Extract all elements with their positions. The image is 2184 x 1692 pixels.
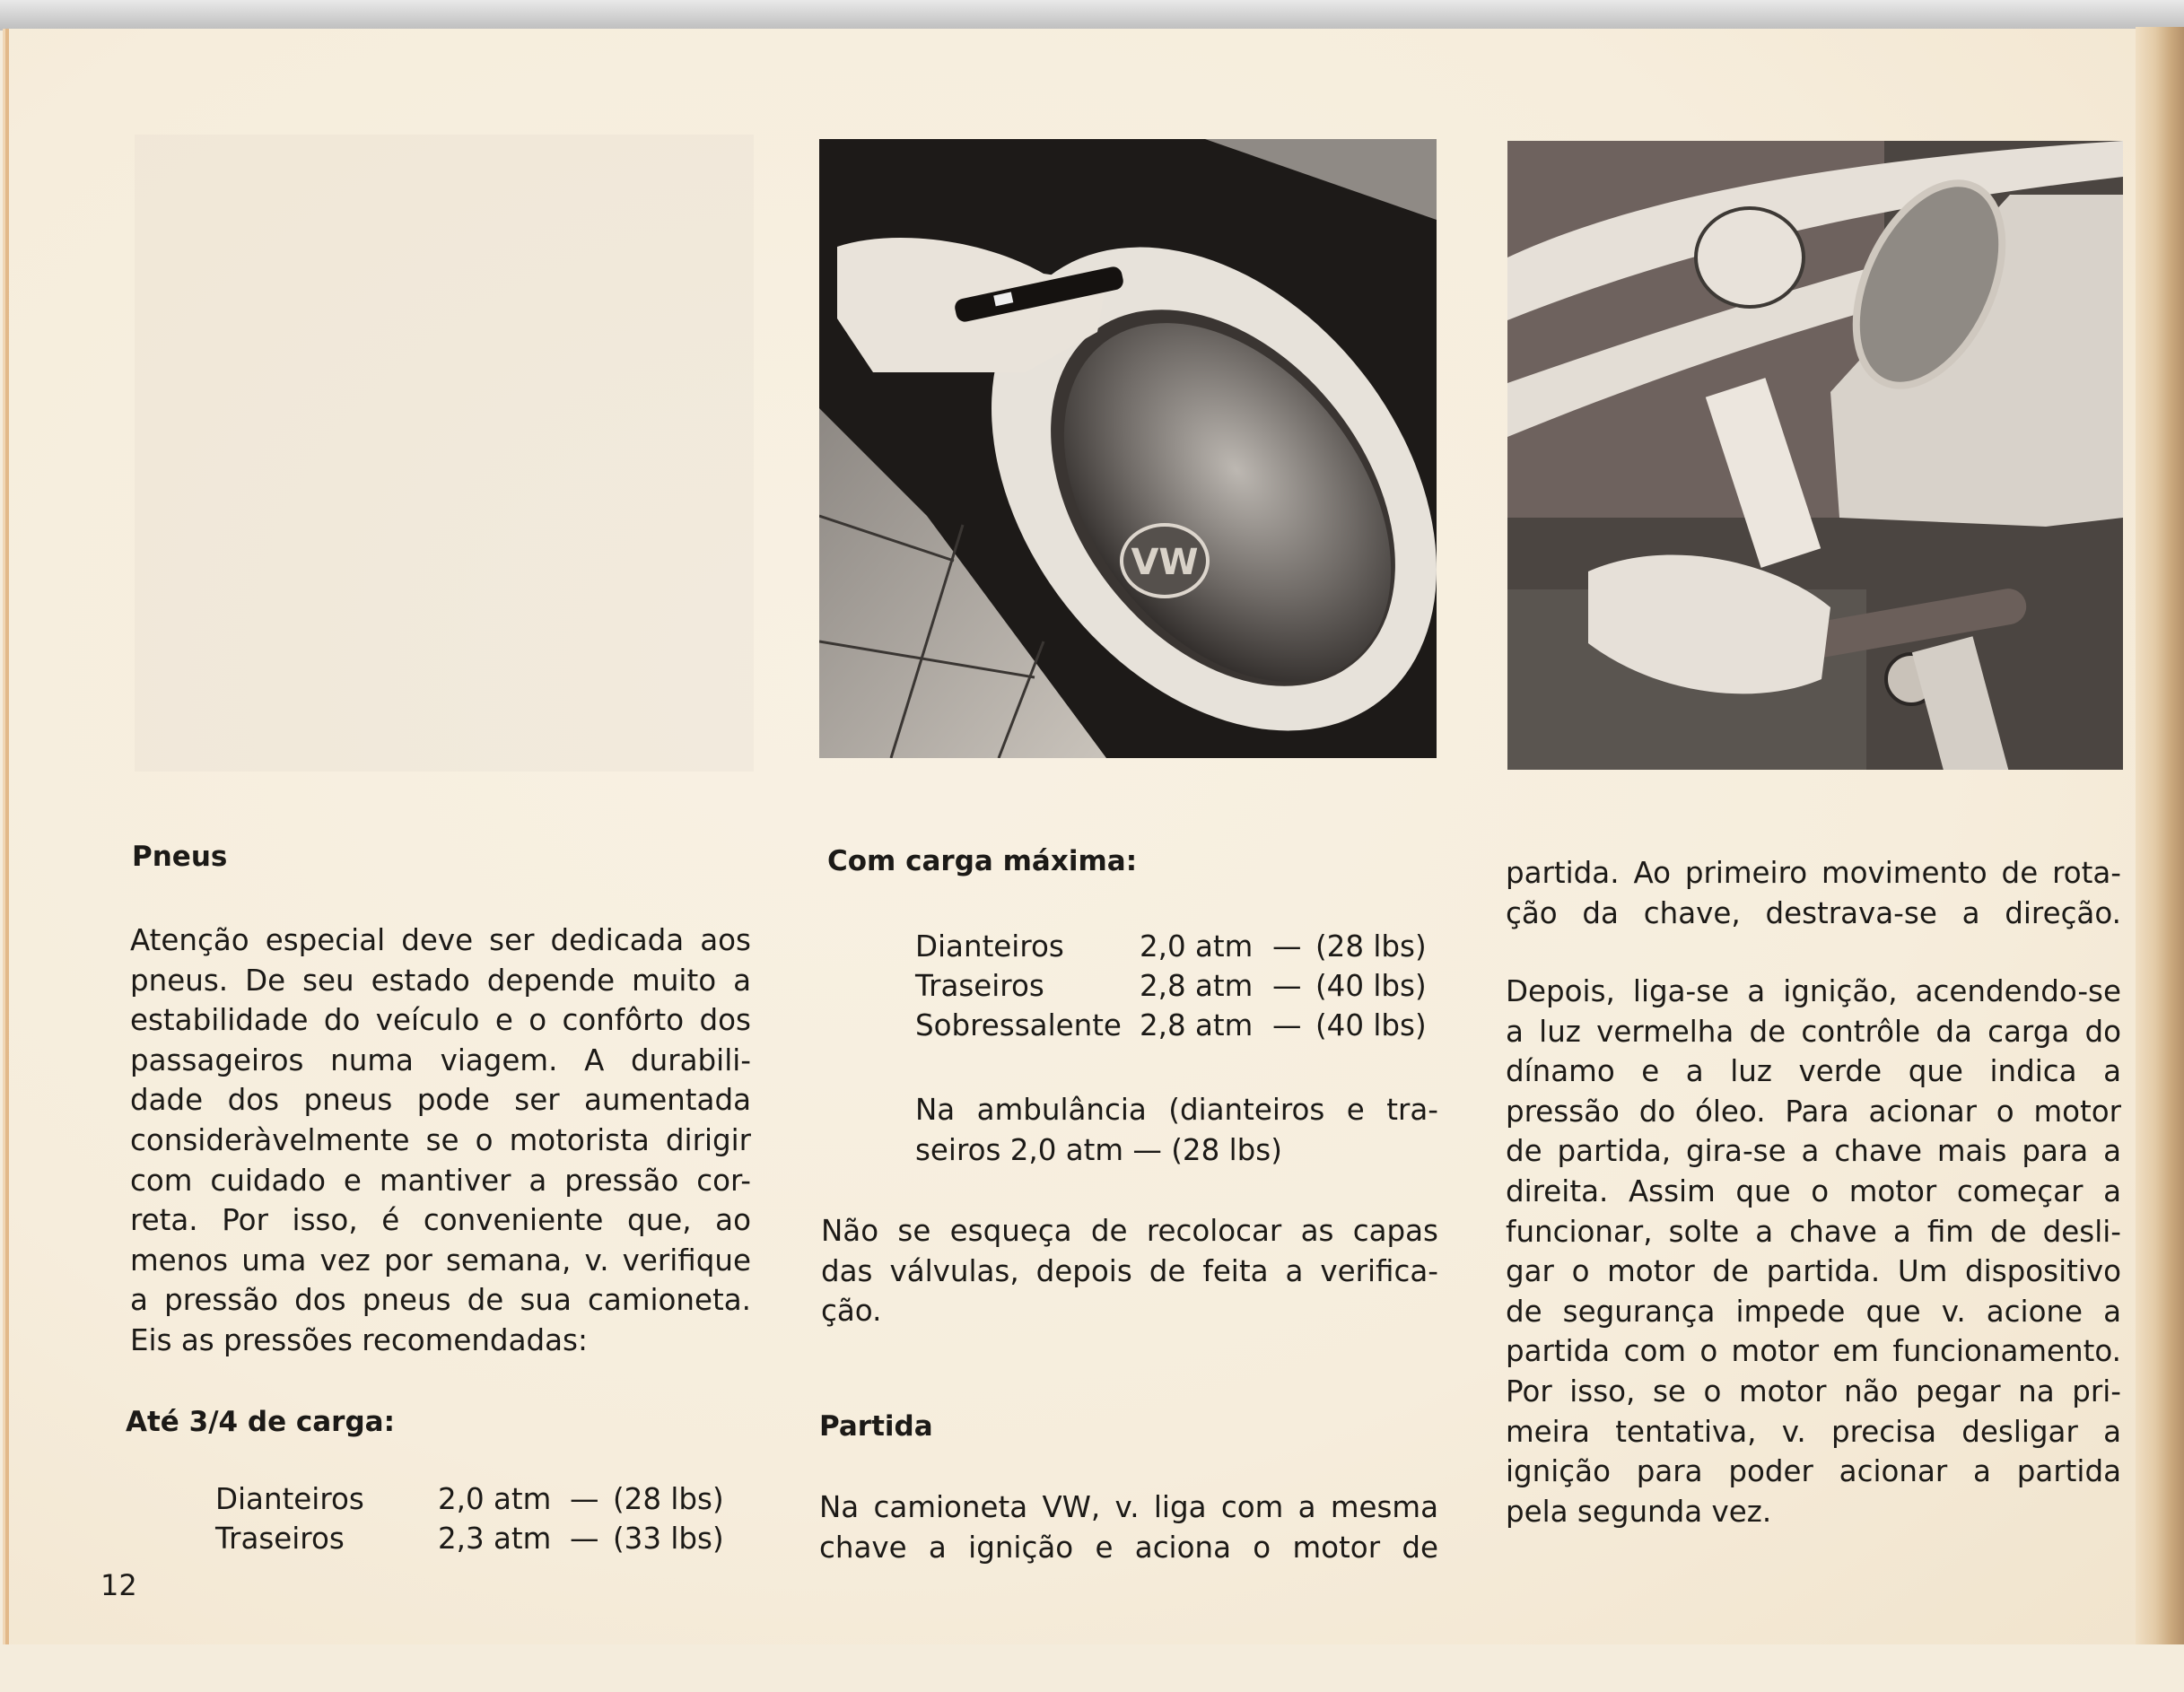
pressure-row-front: [915, 929, 1454, 969]
heading-full-load: Com carga máxima:: [827, 845, 1138, 877]
pressure-row-rear: [215, 1522, 724, 1561]
ignition-key-illustration: [1507, 141, 2123, 770]
paragraph-line: estabilidade do veículo e o confôrto dos: [130, 1003, 751, 1038]
paragraph-line: direita. Assim que o motor começar a: [1506, 1173, 2121, 1208]
tire-label: Sobressalente: [915, 1008, 1122, 1042]
paragraph-line: dade dos pneus pode ser aumentada: [130, 1083, 751, 1118]
paragraph-line: ção da chave, destrava-se a direção.: [1506, 895, 2121, 930]
dash: —: [570, 1482, 599, 1516]
paragraph-line: pela segunda vez.: [1506, 1494, 1772, 1529]
paragraph-line: dínamo e a luz verde que indica a: [1506, 1054, 2121, 1089]
paragraph-line: Por isso, se o motor não pegar na pri-: [1506, 1374, 2121, 1409]
paragraph-line: ção.: [821, 1294, 882, 1329]
pressure-row-front: [215, 1482, 724, 1522]
page-number: 12: [100, 1568, 137, 1602]
pressure-atm: 2,0 atm: [1140, 929, 1254, 964]
pressure-atm: 2,8 atm: [1140, 1008, 1254, 1042]
subheading-three-quarter-load: Até 3/4 de carga:: [126, 1406, 395, 1438]
tire-label: Traseiros: [215, 1522, 345, 1556]
tire-label: Dianteiros: [215, 1482, 364, 1516]
pressure-lbs: (33 lbs): [613, 1522, 724, 1556]
paragraph-line: partida com o motor em funcionamento.: [1506, 1334, 2121, 1369]
section-heading-partida: Partida: [819, 1410, 933, 1443]
pressure-row-spare: [915, 1008, 1454, 1048]
paragraph-line: pressão do óleo. Para acionar o motor: [1506, 1094, 2121, 1129]
pressure-atm: 2,8 atm: [1140, 969, 1254, 1003]
paragraph-line: de segurança impede que v. acione a: [1506, 1294, 2121, 1329]
tires-paragraph: [130, 920, 751, 1361]
paragraph-line: Não se esqueça de recolocar as capas: [821, 1214, 1438, 1248]
paragraph-line: Eis as pressões recomendadas:: [130, 1322, 588, 1357]
scanner-top-band: [0, 0, 2184, 31]
pressure-lbs: (28 lbs): [613, 1482, 724, 1516]
svg-text:VW: VW: [1131, 542, 1199, 583]
pressure-atm: 2,0 atm: [438, 1482, 552, 1516]
paragraph-line: ignição para poder acionar a partida: [1506, 1454, 2121, 1489]
paragraph-line: Depois, liga-se a ignição, acendendo-se: [1506, 974, 2121, 1008]
paragraph-line: Na camioneta VW, v. liga com a mesma: [819, 1490, 1438, 1524]
paragraph-line: consideràvelmente se o motorista dirigir: [130, 1122, 751, 1157]
paragraph-line: Atenção especial deve ser dedicada aos: [130, 923, 751, 957]
paragraph-line: seiros 2,0 atm — (28 lbs): [915, 1132, 1282, 1167]
tire-gauge-illustration: [819, 139, 1437, 758]
pressure-lbs: (40 lbs): [1315, 969, 1427, 1003]
paragraph-line: partida. Ao primeiro movimento de rota-: [1506, 856, 2121, 890]
dash: —: [1272, 929, 1302, 964]
dash: —: [570, 1522, 599, 1556]
valve-cap-note: [821, 1211, 1438, 1331]
section-heading-pneus: Pneus: [132, 841, 228, 873]
photo-ignition-key: [1507, 141, 2123, 770]
pressure-atm: 2,3 atm: [438, 1522, 552, 1556]
dash: —: [1272, 1008, 1302, 1042]
paragraph-line: a pressão dos pneus de sua camioneta.: [130, 1283, 751, 1318]
show-through-area: [135, 135, 754, 772]
pressure-lbs: (28 lbs): [1315, 929, 1427, 964]
paragraph-line: pneus. De seu estado depende muito a: [130, 963, 751, 998]
tire-label: Traseiros: [915, 969, 1044, 1003]
pressure-row-rear: [915, 969, 1454, 1008]
paragraph-line: passageiros numa viagem. A durabili-: [130, 1042, 751, 1077]
ignition-paragraph: [1506, 972, 2121, 1531]
paragraph-line: gar o motor de partida. Um dispositivo: [1506, 1254, 2121, 1289]
paragraph-line: chave a ignição e aciona o motor de: [819, 1530, 1438, 1565]
paragraph-line: reta. Por isso, é conveniente que, ao: [130, 1203, 751, 1238]
paragraph-line: com cuidado e mantiver a pressão cor-: [130, 1163, 751, 1198]
tire-label: Dianteiros: [915, 929, 1064, 964]
ambulance-note: [915, 1090, 1438, 1170]
paragraph-line: Na ambulância (dianteiros e tra-: [915, 1093, 1438, 1127]
photo-tire-pressure-check: [819, 139, 1437, 758]
paragraph-line: meira tentativa, v. precisa desligar a: [1506, 1414, 2121, 1449]
pressure-lbs: (40 lbs): [1315, 1008, 1427, 1042]
paragraph-line: das válvulas, depois de feita a verifica-: [821, 1253, 1438, 1288]
starting-paragraph: [819, 1487, 1438, 1567]
starting-paragraph-continued: [1506, 853, 2121, 933]
paragraph-line: a luz vermelha de contrôle da carga do: [1506, 1014, 2121, 1049]
page-right-edge-shadow: [2136, 27, 2184, 1644]
paragraph-line: funcionar, solte a chave a fim de desli-: [1506, 1214, 2121, 1249]
dash: —: [1272, 969, 1302, 1003]
paragraph-line: de partida, gira-se a chave mais para a: [1506, 1134, 2121, 1169]
paragraph-line: menos uma vez por semana, v. verifique: [130, 1243, 751, 1278]
